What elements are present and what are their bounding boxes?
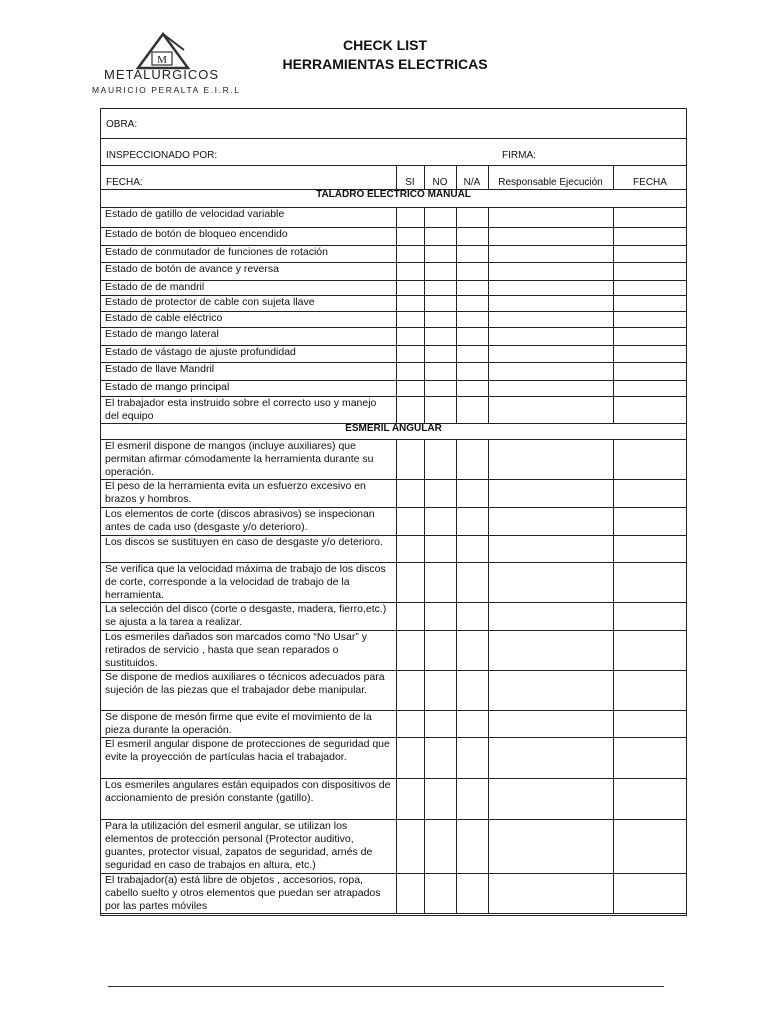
column-fecha: FECHA xyxy=(633,177,667,188)
obra-label: OBRA: xyxy=(106,119,138,130)
page-subtitle: HERRAMIENTAS ELECTRICAS xyxy=(282,56,488,72)
checklist-item: La selección del disco (corte o desgaste, madera, fierro,etc.) se ajusta a la tarea a realizar. xyxy=(105,603,387,628)
checklist-item: Los discos se sustituyen en caso de desgaste y/o deterioro. xyxy=(105,536,383,548)
inspeccionado-label: INSPECCIONADO POR: xyxy=(106,150,218,161)
checklist-item: Estado de de mandril xyxy=(105,281,205,293)
checklist-item: Estado de gatillo de velocidad variable xyxy=(105,208,285,220)
section-title-esmeril: ESMERIL ANGULAR xyxy=(345,423,442,434)
checklist-item: Estado de mango lateral xyxy=(105,328,219,340)
checklist-item: Estado de vástago de ajuste profundidad xyxy=(105,346,296,358)
column-no: NO xyxy=(432,177,448,188)
firma-label: FIRMA: xyxy=(502,150,536,161)
column-na: N/A xyxy=(463,177,481,188)
checklist-item: Estado de conmutador de funciones de rotación xyxy=(105,246,328,258)
section-title-taladro: TALADRO ELECTRICO MANUAL xyxy=(316,189,471,200)
checklist-item: Estado de mango principal xyxy=(105,381,230,393)
checklist-item: El esmeril dispone de mangos (incluye auxiliares) que permitan afirmar cómodamente la herramienta durante su operación. xyxy=(105,440,374,478)
checklist-item: Los esmeriles dañados son marcados como “No Usar” y retirados de servicio , hasta que sean reparados o sustituidos. xyxy=(105,631,368,669)
checklist-item: El peso de la herramienta evita un esfuerzo excesivo en brazos y hombros. xyxy=(105,480,366,505)
checklist-item: Los esmeriles angulares están equipados con dispositivos de accionamiento de presión constante (gatillo). xyxy=(105,779,391,804)
checklist-item: Estado de protector de cable con sujeta llave xyxy=(105,296,315,308)
checklist-item: Estado de botón de avance y reversa xyxy=(105,263,279,275)
page-title: CHECK LIST xyxy=(343,37,427,53)
company-name: METALURGICOS xyxy=(104,67,220,82)
checklist-item: Se dispone de medios auxiliares o técnicos adecuados para sujeción de las piezas que el trabajador debe manipular. xyxy=(105,671,385,696)
checklist-item: El esmeril angular dispone de protecciones de seguridad que evite la proyección de partículas hacia el trabajador. xyxy=(105,738,390,763)
checklist-item: Para la utilización del esmeril angular, se utilizan los elementos de protección personal (Protector auditivo, guantes, protector visual, zapatos de seguridad, arnés de seguridad en caso de trabajos en altura, etc.) xyxy=(105,820,373,871)
company-subtitle: MAURICIO PERALTA E.I.R.L xyxy=(92,85,241,95)
column-si: SI xyxy=(405,177,415,188)
column-responsable: Responsable Ejecución xyxy=(498,177,603,188)
checklist-item: Estado de cable eléctrico xyxy=(105,312,223,324)
fecha-label: FECHA: xyxy=(106,177,143,188)
footer-line xyxy=(108,986,664,987)
checklist-item: Estado de llave Mandril xyxy=(105,363,215,375)
logo-mark-letter: M xyxy=(157,54,167,66)
checklist-item: El trabajador(a) está libre de objetos , accesorios, ropa, cabello suelto y otros elementos que puedan ser atrapados por las partes móviles xyxy=(105,874,381,912)
checklist-item: Se dispone de mesón firme que evite el movimiento de la pieza durante la operación. xyxy=(105,711,372,736)
checklist-item: Los elementos de corte (discos abrasivos) se inspecionan antes de cada uso (desgaste y/o deterioro). xyxy=(105,508,375,533)
checklist-item: Se verifica que la velocidad máxima de trabajo de los discos de corte, corresponde a la velocidad de trabajo de la herramienta. xyxy=(105,563,386,601)
checklist-item: El trabajador esta instruido sobre el correcto uso y manejo del equipo xyxy=(105,397,377,422)
checklist-item: Estado de botón de bloqueo encendido xyxy=(105,228,288,240)
checklist-table xyxy=(100,108,687,916)
